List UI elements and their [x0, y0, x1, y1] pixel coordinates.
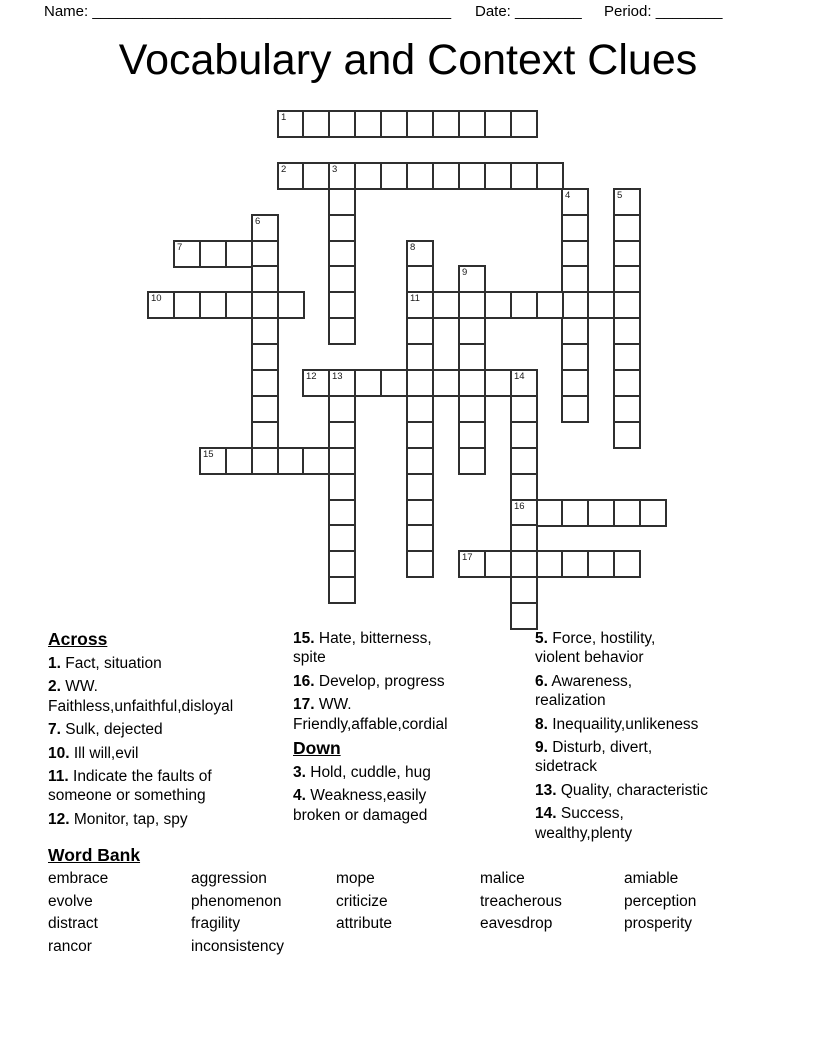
grid-cell-r0c8[interactable]	[354, 110, 382, 138]
word-bank-word-perception: perception	[624, 892, 697, 910]
grid-cell-r11c16[interactable]	[561, 395, 589, 423]
grid-cell-r12c4[interactable]	[251, 421, 279, 449]
grid-cell-r8c12[interactable]	[458, 317, 486, 345]
grid-cell-r4c18[interactable]	[613, 214, 641, 242]
grid-cell-r15c7[interactable]	[328, 499, 356, 527]
grid-cell-r19c14[interactable]	[510, 602, 538, 630]
clue-number: 3.	[293, 764, 306, 782]
cell-number: 16	[514, 501, 525, 512]
period-field	[604, 3, 722, 20]
grid-cell-r12c18[interactable]	[613, 421, 641, 449]
cell-number: 2	[281, 164, 287, 175]
grid-cell-r11c10[interactable]	[406, 395, 434, 423]
clue-3: 3. Hold, cuddle, hug	[293, 764, 431, 782]
grid-cell-r9c18[interactable]	[613, 343, 641, 371]
clue-number: 8.	[535, 715, 548, 733]
grid-cell-r0c11[interactable]	[432, 110, 460, 138]
grid-cell-r6c12[interactable]	[458, 265, 486, 293]
grid-cell-r7c15[interactable]	[536, 291, 564, 319]
grid-cell-r15c18[interactable]	[613, 499, 641, 527]
cell-number: 10	[151, 293, 162, 304]
grid-cell-r0c6[interactable]	[302, 110, 330, 138]
word-bank-word-mope: mope	[336, 870, 375, 887]
grid-cell-r7c5[interactable]	[277, 291, 305, 319]
grid-cell-r4c4[interactable]	[251, 214, 279, 242]
grid-cell-r12c7[interactable]	[328, 421, 356, 449]
grid-cell-r5c3[interactable]	[225, 240, 253, 268]
clue-11: 11. Indicate the faults of someone or something	[48, 768, 212, 805]
word-bank-column-5	[624, 868, 696, 936]
grid-cell-r7c3[interactable]	[225, 291, 253, 319]
grid-cell-r5c1[interactable]	[173, 240, 201, 268]
grid-cell-r5c2[interactable]	[199, 240, 227, 268]
grid-cell-r0c13[interactable]	[484, 110, 512, 138]
grid-cell-r2c5[interactable]	[277, 162, 305, 190]
grid-cell-r7c11[interactable]	[432, 291, 460, 319]
cell-number: 5	[617, 190, 623, 201]
clue-6: 6. Awareness, realization	[535, 672, 633, 710]
date-blank[interactable]: ________	[515, 3, 582, 20]
cell-number: 6	[255, 216, 261, 227]
clue-number: 13.	[535, 781, 557, 799]
grid-cell-r8c4[interactable]	[251, 317, 279, 345]
grid-cell-r17c7[interactable]	[328, 550, 356, 578]
grid-cell-r13c3[interactable]	[225, 447, 253, 475]
grid-cell-r13c4[interactable]	[251, 447, 279, 475]
grid-cell-r13c12[interactable]	[458, 447, 486, 475]
grid-cell-r4c16[interactable]	[561, 214, 589, 242]
grid-cell-r0c9[interactable]	[380, 110, 408, 138]
grid-cell-r16c10[interactable]	[406, 524, 434, 552]
name-blank[interactable]: ___________________________________________	[92, 3, 452, 20]
grid-cell-r2c11[interactable]	[432, 162, 460, 190]
clue-number: 4.	[293, 787, 306, 805]
grid-cell-r7c0[interactable]	[147, 291, 175, 319]
word-bank-word-evolve: evolve	[48, 892, 93, 910]
grid-cell-r7c4[interactable]	[251, 291, 279, 319]
clue-column-3	[535, 629, 799, 847]
grid-cell-r13c14[interactable]	[510, 447, 538, 475]
clue-4: 4. Weakness,easily broken or damaged	[293, 787, 428, 824]
clue-number: 7.	[48, 721, 61, 739]
grid-cell-r16c14[interactable]	[510, 524, 538, 552]
grid-cell-r17c18[interactable]	[613, 550, 641, 578]
grid-cell-r18c14[interactable]	[510, 576, 538, 604]
cell-number: 11	[410, 293, 420, 304]
cell-number: 13	[332, 371, 343, 382]
grid-cell-r5c10[interactable]	[406, 240, 434, 268]
grid-cell-r13c2[interactable]	[199, 447, 227, 475]
grid-cell-r17c14[interactable]	[510, 550, 538, 578]
clue-15: 15. Hate, bitterness, spite	[293, 630, 432, 667]
clue-8: 8. Inequaility,unlikeness	[535, 715, 699, 733]
word-bank-word-distract: distract	[48, 915, 98, 933]
clue-number: 10.	[48, 744, 70, 762]
grid-cell-r18c7[interactable]	[328, 576, 356, 604]
word-bank-word-eavesdrop: eavesdrop	[480, 915, 553, 933]
grid-cell-r3c18[interactable]	[613, 188, 641, 216]
grid-cell-r2c6[interactable]	[302, 162, 330, 190]
grid-cell-r7c18[interactable]	[613, 291, 641, 319]
clue-12: 12. Monitor, tap, spy	[48, 810, 188, 828]
grid-cell-r6c10[interactable]	[406, 265, 434, 293]
grid-cell-r9c12[interactable]	[458, 343, 486, 371]
grid-cell-r15c14[interactable]	[510, 499, 538, 527]
cell-number: 8	[410, 242, 416, 253]
cell-number: 17	[462, 552, 473, 563]
clue-number: 9.	[535, 739, 548, 757]
word-bank-column-3	[336, 868, 392, 936]
grid-cell-r6c16[interactable]	[561, 265, 589, 293]
word-bank-word-inconsistency: inconsistency	[191, 938, 285, 956]
grid-cell-r8c16[interactable]	[561, 317, 589, 345]
cell-number: 9	[462, 267, 468, 278]
word-bank-word-embrace: embrace	[48, 870, 109, 887]
grid-cell-r6c7[interactable]	[328, 265, 356, 293]
grid-cell-r0c5[interactable]	[277, 110, 305, 138]
clue-number: 2.	[48, 678, 61, 696]
grid-cell-r0c12[interactable]	[458, 110, 486, 138]
grid-cell-r17c12[interactable]	[458, 550, 486, 578]
grid-cell-r2c15[interactable]	[536, 162, 564, 190]
grid-cell-r2c8[interactable]	[354, 162, 382, 190]
clue-2: 2. WW. Faithless,unfaithful,disloyal	[48, 678, 234, 715]
grid-cell-r12c12[interactable]	[458, 421, 486, 449]
word-bank-word-aggression: aggression	[191, 870, 267, 887]
grid-cell-r10c4[interactable]	[251, 369, 279, 397]
grid-cell-r16c7[interactable]	[328, 524, 356, 552]
grid-cell-r13c10[interactable]	[406, 447, 434, 475]
grid-cell-r0c10[interactable]	[406, 110, 434, 138]
clue-column-1	[48, 629, 291, 833]
grid-cell-r7c13[interactable]	[484, 291, 512, 319]
grid-cell-r10c10[interactable]	[406, 369, 434, 397]
grid-cell-r15c19[interactable]	[639, 499, 667, 527]
grid-cell-r5c18[interactable]	[613, 240, 641, 268]
cell-number: 14	[514, 371, 525, 382]
page-title: Vocabulary and Context Clues	[118, 36, 698, 84]
clue-number: 15.	[293, 630, 315, 647]
grid-cell-r10c9[interactable]	[380, 369, 408, 397]
grid-cell-r14c7[interactable]	[328, 473, 356, 501]
cell-number: 15	[203, 449, 214, 460]
clue-number: 5.	[535, 630, 548, 647]
word-bank-word-amiable: amiable	[624, 870, 679, 887]
grid-cell-r10c8[interactable]	[354, 369, 382, 397]
grid-cell-r14c10[interactable]	[406, 473, 434, 501]
clue-number: 14.	[535, 805, 557, 823]
clue-number: 17.	[293, 696, 315, 714]
grid-cell-r7c10[interactable]	[406, 291, 434, 319]
clue-number: 6.	[535, 672, 548, 690]
grid-cell-r2c7[interactable]	[328, 162, 356, 190]
cell-number: 1	[281, 112, 287, 123]
grid-cell-r10c16[interactable]	[561, 369, 589, 397]
grid-cell-r8c7[interactable]	[328, 317, 356, 345]
grid-cell-r2c13[interactable]	[484, 162, 512, 190]
clue-number: 16.	[293, 672, 315, 690]
grid-cell-r13c5[interactable]	[277, 447, 305, 475]
grid-cell-r10c12[interactable]	[458, 369, 486, 397]
grid-cell-r5c7[interactable]	[328, 240, 356, 268]
grid-cell-r12c14[interactable]	[510, 421, 538, 449]
clue-number: 12.	[48, 810, 70, 828]
grid-cell-r5c4[interactable]	[251, 240, 279, 268]
grid-cell-r6c18[interactable]	[613, 265, 641, 293]
grid-cell-r14c14[interactable]	[510, 473, 538, 501]
cell-number: 4	[565, 190, 571, 201]
clue-heading-down: Down	[293, 738, 341, 759]
grid-cell-r10c14[interactable]	[510, 369, 538, 397]
period-label: Period:	[604, 3, 652, 20]
grid-cell-r0c14[interactable]	[510, 110, 538, 138]
grid-cell-r13c6[interactable]	[302, 447, 330, 475]
grid-cell-r3c7[interactable]	[328, 188, 356, 216]
grid-cell-r8c10[interactable]	[406, 317, 434, 345]
grid-cell-r17c15[interactable]	[536, 550, 564, 578]
grid-cell-r15c17[interactable]	[587, 499, 615, 527]
grid-cell-r2c10[interactable]	[406, 162, 434, 190]
name-field	[44, 3, 451, 20]
grid-cell-r15c10[interactable]	[406, 499, 434, 527]
grid-cell-r11c14[interactable]	[510, 395, 538, 423]
cell-number: 3	[332, 164, 338, 175]
word-bank-word-phenomenon: phenomenon	[191, 892, 282, 910]
word-bank-word-prosperity: prosperity	[624, 915, 693, 933]
grid-cell-r7c14[interactable]	[510, 291, 538, 319]
clue-17: 17. WW. Friendly,affable,cordial	[293, 696, 448, 733]
word-bank-column-4	[480, 868, 562, 936]
clue-13: 13. Quality, characteristic	[535, 781, 708, 799]
grid-cell-r7c2[interactable]	[199, 291, 227, 319]
grid-cell-r12c10[interactable]	[406, 421, 434, 449]
date-field	[475, 3, 582, 20]
clue-9: 9. Disturb, divert, sidetrack	[535, 739, 653, 776]
grid-cell-r10c13[interactable]	[484, 369, 512, 397]
word-bank-column-1	[48, 868, 108, 959]
word-bank-word-rancor: rancor	[48, 938, 92, 956]
grid-cell-r10c18[interactable]	[613, 369, 641, 397]
grid-cell-r4c7[interactable]	[328, 214, 356, 242]
word-bank-word-treacherous: treacherous	[480, 892, 562, 910]
grid-cell-r10c7[interactable]	[328, 369, 356, 397]
grid-cell-r2c14[interactable]	[510, 162, 538, 190]
word-bank-column-2	[191, 868, 284, 959]
grid-cell-r17c13[interactable]	[484, 550, 512, 578]
grid-cell-r5c16[interactable]	[561, 240, 589, 268]
word-bank	[48, 868, 788, 978]
word-bank-heading: Word Bank	[48, 845, 141, 865]
grid-cell-r10c11[interactable]	[432, 369, 460, 397]
grid-cell-r7c17[interactable]	[587, 291, 615, 319]
grid-cell-r15c16[interactable]	[561, 499, 589, 527]
clue-14: 14. Success, wealthy,plenty	[535, 805, 633, 842]
word-bank-word-attribute: attribute	[336, 915, 393, 933]
grid-cell-r11c7[interactable]	[328, 395, 356, 423]
cell-number: 7	[177, 242, 183, 253]
grid-cell-r11c12[interactable]	[458, 395, 486, 423]
grid-cell-r10c6[interactable]	[302, 369, 330, 397]
clue-number: 11.	[48, 768, 69, 786]
clue-10: 10. Ill will,evil	[48, 744, 139, 762]
grid-cell-r3c16[interactable]	[561, 188, 589, 216]
clue-column-2	[293, 629, 511, 829]
word-bank-word-fragility: fragility	[191, 915, 241, 933]
clue-1: 1. Fact, situation	[48, 655, 162, 672]
grid-cell-r17c10[interactable]	[406, 550, 434, 578]
clue-5: 5. Force, hostility, violent behavior	[535, 630, 656, 667]
grid-cell-r11c18[interactable]	[613, 395, 641, 423]
clue-7: 7. Sulk, dejected	[48, 721, 163, 739]
grid-cell-r7c7[interactable]	[328, 291, 356, 319]
clue-number: 1.	[48, 655, 61, 672]
grid-cell-r6c4[interactable]	[251, 265, 279, 293]
word-bank-word-criticize: criticize	[336, 892, 388, 910]
clue-heading-across: Across	[48, 629, 108, 649]
grid-cell-r7c1[interactable]	[173, 291, 201, 319]
clue-16: 16. Develop, progress	[293, 672, 445, 690]
grid-cell-r8c18[interactable]	[613, 317, 641, 345]
grid-cell-r9c4[interactable]	[251, 343, 279, 371]
period-blank[interactable]: ________	[655, 3, 723, 20]
grid-cell-r9c16[interactable]	[561, 343, 589, 371]
grid-cell-r0c7[interactable]	[328, 110, 356, 138]
grid-cell-r7c12[interactable]	[458, 291, 486, 319]
name-label: Name:	[44, 3, 89, 20]
grid-cell-r15c15[interactable]	[536, 499, 564, 527]
grid-cell-r9c10[interactable]	[406, 343, 434, 371]
grid-cell-r17c16[interactable]	[561, 550, 589, 578]
grid-cell-r2c9[interactable]	[380, 162, 408, 190]
cell-number: 12	[306, 371, 317, 382]
grid-cell-r13c7[interactable]	[328, 447, 356, 475]
grid-cell-r17c17[interactable]	[587, 550, 615, 578]
word-bank-word-malice: malice	[480, 870, 525, 887]
grid-cell-r11c4[interactable]	[251, 395, 279, 423]
grid-cell-r7c16[interactable]	[561, 291, 589, 319]
date-label: Date:	[475, 3, 511, 20]
grid-cell-r2c12[interactable]	[458, 162, 486, 190]
